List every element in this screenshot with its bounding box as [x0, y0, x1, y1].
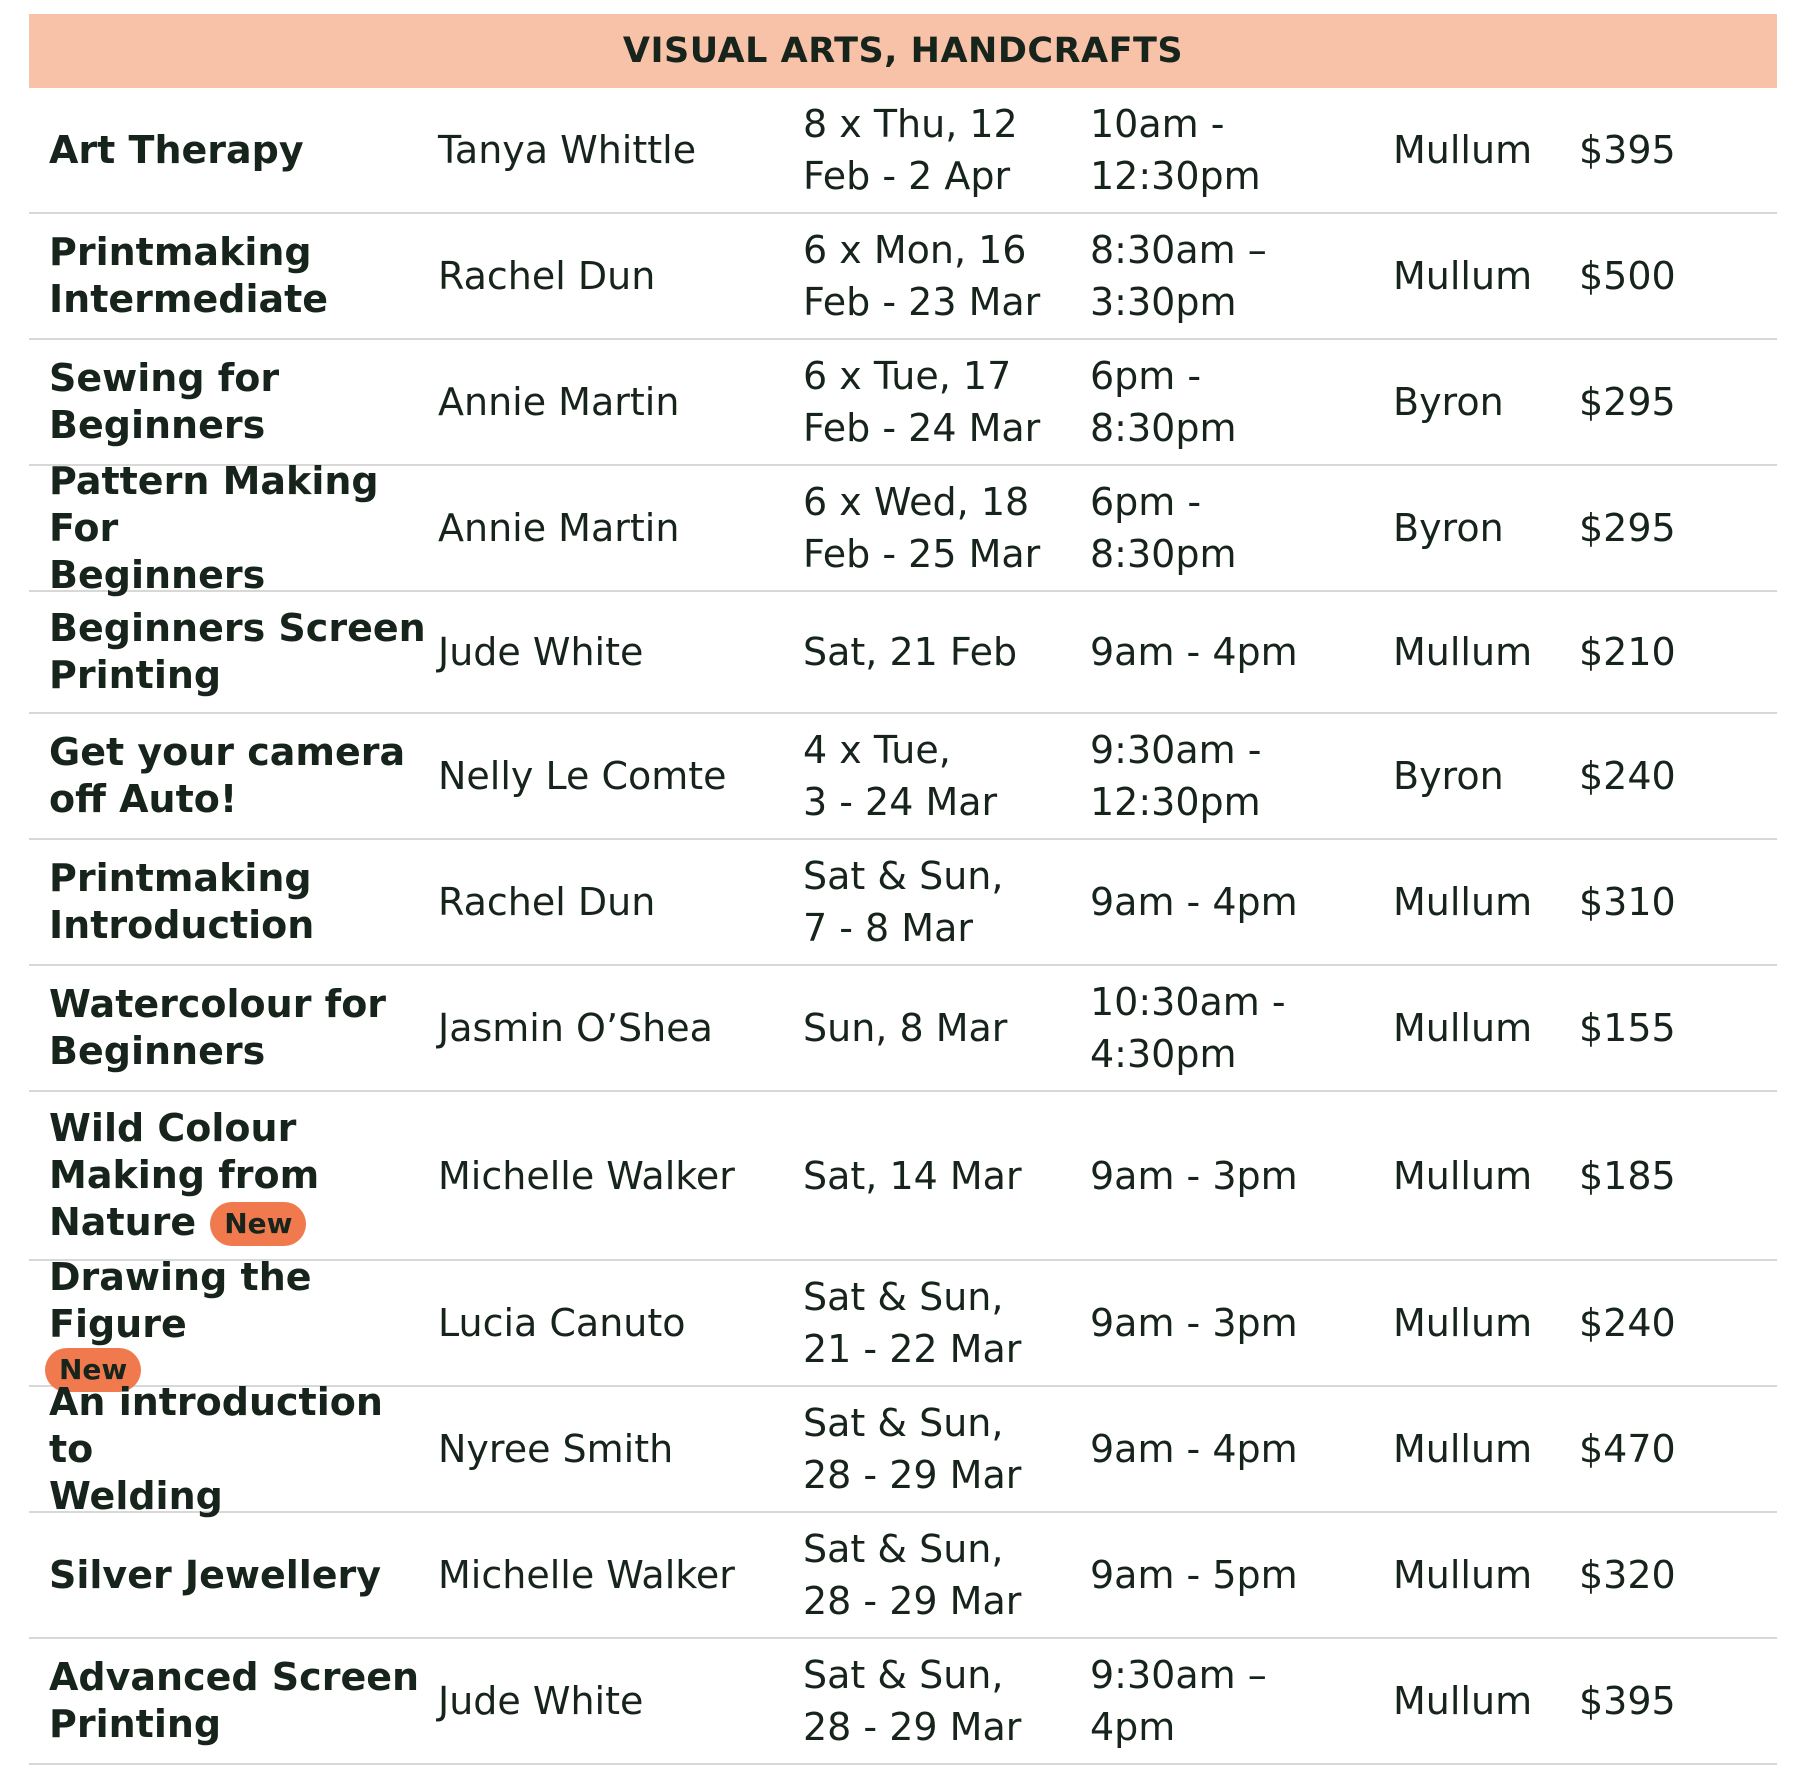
table-row — [29, 458, 1777, 597]
course-time: 9am - 3pm — [1090, 1301, 1298, 1345]
tutor-name: Nelly Le Comte — [438, 754, 727, 798]
tutor-name: Michelle Walker — [438, 1553, 735, 1597]
course-price: $395 — [1579, 128, 1676, 172]
section-header — [29, 14, 1777, 88]
course-date: Sat & Sun, 21 - 22 Mar — [803, 1275, 1022, 1371]
course-title: Pattern Making For Beginners — [49, 458, 379, 597]
course-price: $210 — [1579, 630, 1676, 674]
new-badge: New — [45, 1348, 141, 1392]
course-time: 9:30am - 12:30pm — [1090, 728, 1262, 824]
course-price: $155 — [1579, 1006, 1676, 1050]
course-title: Silver Jewellery — [49, 1552, 382, 1597]
tutor-name: Tanya Whittle — [438, 128, 697, 172]
tutor-name: Nyree Smith — [438, 1427, 674, 1471]
course-date: Sat, 14 Mar — [803, 1153, 1022, 1198]
course-title: Sewing for Beginners — [49, 356, 280, 447]
course-title: Advanced Screen Printing — [49, 1655, 420, 1746]
tutor-name: Rachel Dun — [438, 880, 656, 924]
table-row — [29, 1639, 1777, 1765]
course-time: 9am - 4pm — [1090, 1427, 1298, 1471]
course-date: 4 x Tue, 3 - 24 Mar — [803, 728, 998, 824]
course-title: Drawing the Figure New — [29, 1254, 438, 1392]
course-title: An introduction to Welding — [49, 1379, 383, 1518]
course-location: Byron — [1393, 506, 1504, 550]
course-location: Mullum — [1393, 1427, 1533, 1471]
course-location: Mullum — [1393, 1153, 1533, 1198]
tutor-name: Annie Martin — [438, 506, 680, 550]
course-location: Mullum — [1393, 254, 1533, 298]
course-date: Sat, 21 Feb — [803, 630, 1018, 674]
course-date: Sat & Sun, 28 - 29 Mar — [803, 1653, 1022, 1749]
table-row — [29, 214, 1777, 340]
table-row — [29, 840, 1777, 966]
course-date: Sat & Sun, 7 - 8 Mar — [803, 854, 1004, 950]
course-location: Mullum — [1393, 630, 1533, 674]
course-location: Mullum — [1393, 1679, 1533, 1723]
course-price: $500 — [1579, 254, 1676, 298]
course-time: 9am - 4pm — [1090, 880, 1298, 924]
course-title: Watercolour for Beginners — [49, 982, 387, 1073]
course-time: 6pm - 8:30pm — [1090, 354, 1237, 450]
course-time: 9:30am – 4pm — [1090, 1653, 1267, 1749]
course-price: $295 — [1579, 380, 1676, 424]
course-location: Mullum — [1393, 1301, 1533, 1345]
course-location: Mullum — [1393, 1553, 1533, 1597]
course-date: 6 x Tue, 17 Feb - 24 Mar — [803, 354, 1041, 450]
course-price: $240 — [1579, 1301, 1676, 1345]
course-price: $320 — [1579, 1553, 1676, 1597]
course-table — [29, 14, 1777, 1765]
course-time: 10:30am - 4:30pm — [1090, 980, 1286, 1076]
course-location: Byron — [1393, 380, 1504, 424]
course-date: 6 x Mon, 16 Feb - 23 Mar — [803, 228, 1041, 324]
course-date: Sat & Sun, 28 - 29 Mar — [803, 1527, 1022, 1623]
table-row — [29, 1092, 1777, 1261]
table-row — [29, 340, 1777, 466]
course-time: 10am - 12:30pm — [1090, 102, 1261, 198]
course-price: $470 — [1579, 1427, 1676, 1471]
course-title: Printmaking Introduction — [49, 856, 315, 947]
course-time: 9am - 4pm — [1090, 630, 1298, 674]
tutor-name: Jasmin O’Shea — [438, 1006, 713, 1050]
course-price: $240 — [1579, 754, 1676, 798]
new-badge: New — [210, 1202, 306, 1246]
tutor-name: Annie Martin — [438, 380, 680, 424]
course-title: Get your camera off Auto! — [49, 730, 406, 821]
table-row — [29, 714, 1777, 840]
course-location: Mullum — [1393, 128, 1533, 172]
course-price: $310 — [1579, 880, 1676, 924]
table-row — [29, 1255, 1777, 1387]
table-row — [29, 592, 1777, 714]
tutor-name: Lucia Canuto — [438, 1301, 686, 1345]
course-title: Wild Colour Making from Nature New — [29, 1105, 438, 1247]
course-title: Art Therapy — [49, 127, 304, 172]
course-location: Mullum — [1393, 880, 1533, 924]
course-date: Sun, 8 Mar — [803, 1006, 1008, 1050]
course-location: Byron — [1393, 754, 1504, 798]
course-time: 6pm - 8:30pm — [1090, 480, 1237, 576]
course-rows — [29, 88, 1777, 1765]
course-time: 9am - 5pm — [1090, 1553, 1298, 1597]
course-date: Sat & Sun, 28 - 29 Mar — [803, 1401, 1022, 1497]
course-title: Printmaking Intermediate — [49, 230, 329, 321]
table-row — [29, 966, 1777, 1092]
table-row — [29, 1379, 1777, 1518]
course-title: Beginners Screen Printing — [49, 606, 426, 697]
tutor-name: Jude White — [438, 1679, 644, 1723]
tutor-name: Rachel Dun — [438, 254, 656, 298]
tutor-name: Michelle Walker — [438, 1153, 735, 1198]
section-title: VISUAL ARTS, HANDCRAFTS — [622, 31, 1184, 71]
course-time: 8:30am – 3:30pm — [1090, 228, 1267, 324]
course-price: $185 — [1579, 1153, 1676, 1198]
course-date: 8 x Thu, 12 Feb - 2 Apr — [803, 102, 1018, 198]
course-location: Mullum — [1393, 1006, 1533, 1050]
course-price: $395 — [1579, 1679, 1676, 1723]
course-time: 9am - 3pm — [1090, 1153, 1298, 1198]
course-date: 6 x Wed, 18 Feb - 25 Mar — [803, 480, 1041, 576]
table-row — [29, 88, 1777, 214]
course-price: $295 — [1579, 506, 1676, 550]
tutor-name: Jude White — [438, 630, 644, 674]
table-row — [29, 1513, 1777, 1639]
